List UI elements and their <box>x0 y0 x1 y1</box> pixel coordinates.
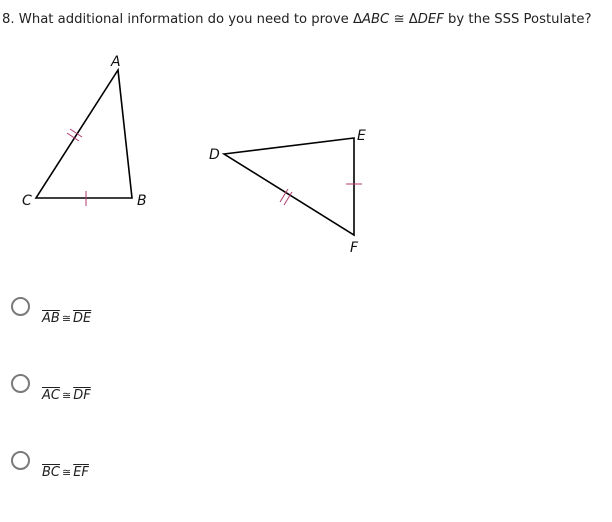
vertex-label-b: B <box>137 193 147 209</box>
segment-ab: $\overline{AB}$ <box>42 311 60 326</box>
tick-marks-df <box>280 189 292 205</box>
vertex-label-e: E <box>357 128 366 144</box>
segment-bc: $\overline{BC}$ <box>42 465 60 480</box>
radio-button-3[interactable] <box>11 451 30 470</box>
vertex-label-c: C <box>22 193 32 209</box>
question-suffix: by the SSS Postulate? <box>448 12 592 27</box>
segment-df: $\overline{DF}$ <box>73 388 91 403</box>
congruent-symbol-2: ≅ <box>61 389 72 402</box>
triangle-def-shape <box>224 138 354 235</box>
segment-de: $\overline{DE}$ <box>73 311 92 326</box>
congruent-symbol-3: ≅ <box>62 466 72 479</box>
congruent-symbol: ≅ <box>393 12 405 27</box>
question-number: 8. <box>2 12 15 27</box>
question-prefix: What additional information do you need to prove <box>18 12 349 27</box>
triangle-abc-shape <box>36 70 132 198</box>
triangle-def: DEF <box>417 12 444 27</box>
vertex-label-d: D <box>209 147 220 163</box>
vertex-label-a: A <box>111 54 121 70</box>
triangle-symbol-1: Δ <box>352 12 362 27</box>
answer-option-3-text <box>42 465 89 480</box>
radio-button-2[interactable] <box>11 374 30 393</box>
segment-ef: $\overline{EF}$ <box>73 465 89 480</box>
vertex-label-f: F <box>350 240 359 256</box>
triangle-abc: ABC <box>361 12 390 27</box>
radio-button-1[interactable] <box>11 297 30 316</box>
answer-option-2-text <box>42 388 91 403</box>
answer-option-1-text <box>42 311 91 326</box>
triangle-symbol-2: Δ <box>408 12 418 27</box>
congruent-symbol-1: ≅ <box>61 312 72 325</box>
segment-ac: $\overline{AC}$ <box>42 388 60 403</box>
